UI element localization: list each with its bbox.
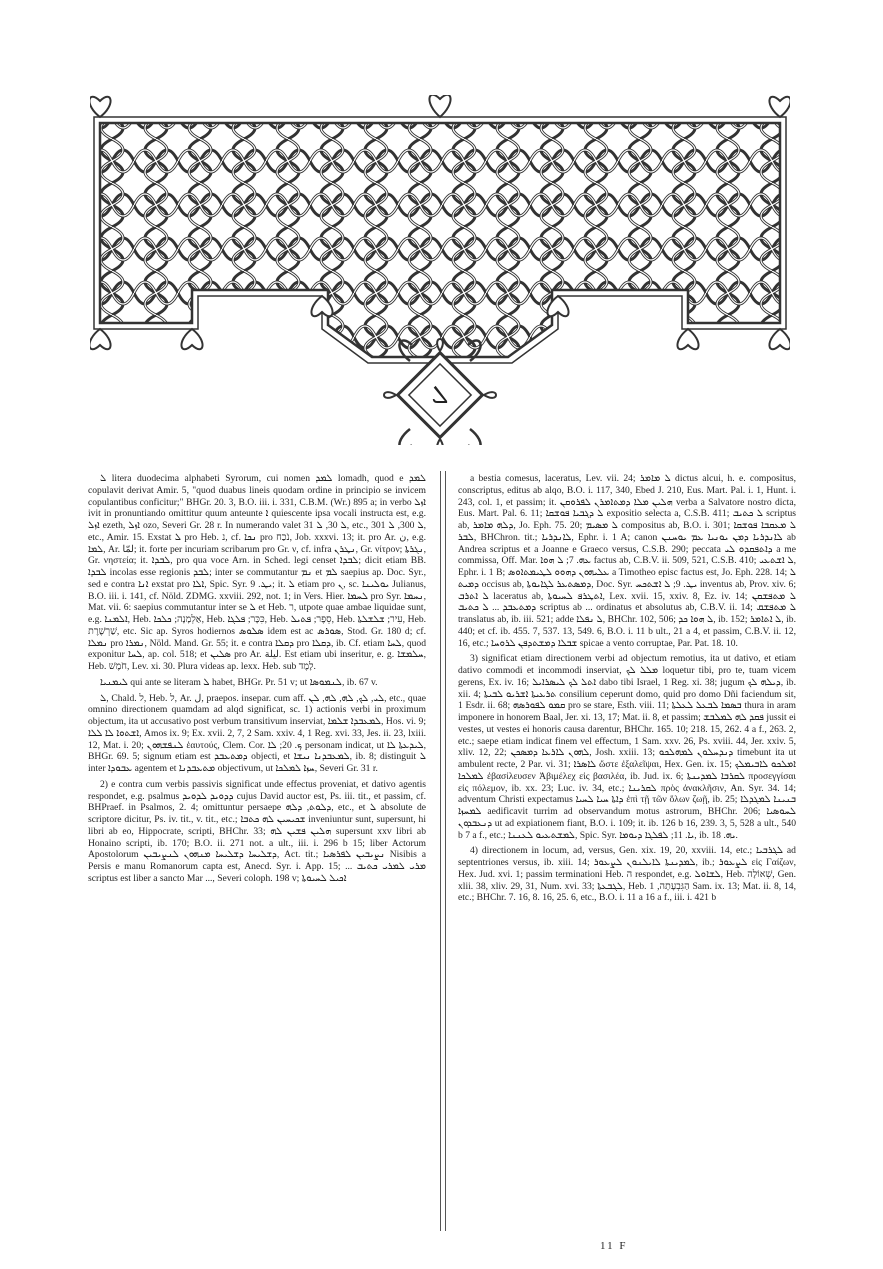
ornament-letter: ܠ bbox=[431, 380, 449, 410]
entry-paragraph: 3) significat etiam directionem verbi ad objectum remotius, ita ut dativo, et etiam dativo commodi et incommodi inserviat, ܡܠܠ ܠܟ loquetur tibi, pro te, tuam vicem gerens, Ex. iv. 16; ܐܬܠ ܠܟ ܠܝܣܪܐܝܠ dabo tibi Israel, 1 Reg. xi. 38; jugum ܕܝܠܗ ܠܟ, ib. xii. 4; ܬܪܥܝܬܐ ܐܫܪܝܘ ܠܒܝܬܐ consilium ceperunt domo, quid pro domo Dñi faciendum sit, 1 Esdr. ii. 68; ܩܡܘ ܠܦܘܪܣܗ pro se stare, Esth. viii. 11; ܒܣܡܐ ܠܒܥܠ ܠܥܠܬܐ thura in aram imponere in honorem Baal, Jer. xi. 13, 17; Mat. ii. 8, et passim; ܦܩܕ ܠܗ ܠܡܠܒܫ jussit ei vestes, ut vestes ei honoris causa darentur, BHChr. 165. 10; 218. 15, 262. 4 a f., 263. 2, etc.; saepe etiam indicat finem vel effectum, 1 Sam. xxv. 26, Ps. xviii. 44, Jer. xxiv. 5, xliv. 12, 22; ܠܗܘܢ ܠܐܪܥܐ ܕܡܣܟܢ, Josh. xxiii. 13; ܕܢܕܚܠܘܢ ܠܡܗܠܟܘ timebunt ita ut ambulent recte, 2 Par. vi. 31; ܠܐܣܪܐ ὥστε ἐξαλεῖψαι, Hex. Gen. ix. 15; ܐܡܠܟܘ ܠܐܒܝܡܠܟ ܠܡܠܟܐ ἐβασίλευσεν Ἀβιμέλεχ εἰς βασιλέα, ib. Jud. ix. 6; ܠܩܪܒܐ ܠܡܕܝܢܬܐ προσεγγίσαι εἰς πόλεμον, ib. xx. 23; Luc. iv. 34, etc.; ܠܩܪܝܢܐ πρὸς ἀνακλῆσιν, An. Syr. 34. 14; adventum Christi expectamus ܕܐܬܐ ܚܝܐ ܠܚܝܐ ἐπὶ τῇ τῶν ὅλων ζωῇ, ib. 25; ܒܢܝܢܐ ܠܡܓܕܠܐ ܠܡܚܙܐ aedificavit turrim ad observandum motus astrorum, BHChr. 206; ܠܚܘܣܝܐ ܕܢܥܒܕܘܢ ut ad expiationem fiant, B.O. i. 109; it. ib. 126 b 16, 239. 3, 5, 528 a ult., 540 b 7 a f., etc.; ܠܡܫܬܥܝܘ ܠܥܢܢܐ, Spic. Syr. ܝܐ. 11; ܠܦܠܓܐ ܕܝܘܡܐ, ib. ܝܗ. 18. bbox=[458, 653, 796, 841]
entry-paragraph: ܠ litera duodecima alphabeti Syrorum, cui nomen ܠܡܕ lomadh, quod e ܠܡܕ copulavit derivat Amir. 5, "quod duabus lineis quodam ordine in principio se invicem copulantibus conficitur;" BHGr. 20. 3, B.O. iii. i. 331, C.B.M. (Wr.) 895 a; in verbo ܐܙܠ ivit in pronuntiando omittitur quum anteunte ܐ quiescente ipsa vocali instructa est, e.g. ܐܙܠ ezeth, ܐܙܠ ozo, Severi Gr. 28 r. In numerando valet ܠ 30, ܠ 31, etc., ܠ 300, ܠ 301, etc., Amir. 15. Exstat ܠ pro Heb. נ, cf. ܢܟܐ pro נֹכַח, Job. xxxvi. 13; it. pro Ar. ن, e.g. ܠܡܐ, Ar. لمّا; it. forte per incuriam scribarum pro Gr. ν, cf. infra ܢܛܪܢ, Gr. νίτρον; ܢܓܪܬܐ, Gr. νηστεία; it. ܠܒܕܐ, pro qua voce Arn. in Sched. legi censet ܠܒܕܐ; dicit etiam BB. ܠܒܕܐ incolas esse regionis ܠܒܕ; inter se commutantur ܢܡ et ܠܡ saepius ap. Doc. Syr., sed e contra ܐܢܐ exstat pro ܐܠܐ, Spic. Syr. ܝܛ. 9; it. ܠ etiam pro ܢ, sc. ܝܘܠܝܢܐ Julianus, B.O. iii. i. 141, cf. Nöld. ZDMG. xxviii. 292, not. 1; in Vers. Hier. ܠܚܡܐ pro Syr. ܢܚܡܐ, Mat. vii. 6: saepius commutantur inter se ܠ et Heb. ר, utpote quae ambae liquidae sunt, e.g. ܐܠܡܢܐ, Heb. אַלְמָנָה; ܟܠܟܐ, Heb. כִּכָּר; ܦܠܓܐ, Heb. סֵפֶר; ܦܬܝܠ, Heb. עִיר; ܫܠܫܠܬܐ, Heb. שַׁרְשֶׁרֶת, etc. Sic ap. Syros hodiernos ܣܠܘܣ idem est ac ܣܘܪܣ, Stod. Gr. 180 d; cf. ܢܡܠܐ pro ܢܡܪܐ, Nöld. Mand. Gr. 55; it. e contra ܕܩܠܐ pro ܕܩܠܐ, ib. Cf. etiam ܠܚܐ, quod exponitur ܠܚܐ, ap. col. 518; et ܣܠܝܢ pro Ar. ليلة. Est etiam ubi inseritur, e. g. ܚܠܡܫܐ, Heb. חֹמֶשׁ, Lev. xi. 30. Plura videas ap. lexx. Heb. sub לָמֶד. bbox=[88, 473, 426, 672]
entry-paragraph: ܠ, Chald. ל, Heb. ל, Ar. ل, praepos. insepar. cum aff. ܠܝ, ܠܟ, ܠܗ, ܠܗ, ܠܢ, etc., quae omnino directionem quamdam ad alqd significat, sc. 1) actionis verbi in proximum objectum, ita ut accusativo post verbum transitivum inserviat, ܠܡܥܒܕܐ ܫܠܡܐ, Hos. vi. 9; ܐܫܬܘܐ ܠܐ ܠܠܐ, Amos ix. 9; Ex. xvii. 2, 7, 2 Sam. xxiv. 4, 1 Reg. xvi. 33, Jes. ii. 23, lxiii. 12, Mat. i. 20; ܠܢܦܫܗܘܢ ἑαυτούς, Clem. Cor. ܟ. 20; ܠܐ personam indicat, ut ܠܝܕܥܬܐ ܠܐ, BHGr. 69. 5; signum etiam est ܕܡܬܥܒܕ objecti, et ܠܡܥܒܕܢܐ ܢܝܫܐ, ib. 8; distinguit ܠ inter ܥܒܘܕܐ agentem et ܡܬܥܒܕܢܐ objectivum, ut ܚܙܐ ܠܡܠܟܐ, Severi Gr. 31 r. bbox=[88, 692, 426, 774]
dictionary-entries bbox=[88, 473, 796, 1233]
entry-paragraph: a bestia comesus, laceratus, Lev. vii. 24; ܠ ܡܐܡܪ dictus alcui, h. e. compositus, conscriptus, editus ab alqo, B.O. i. 117, 340, Ebed J. 210, Eus. Mart. Pal. i. 1, Hunt. i. 243, col. 1, et passim; it. ܗܠܝܢ ܡܠܐ ܕܡܬܐܡܪܢ ܠܦܪܘܩܢ verba a Salvatore nostro dicta, Eus. Mart. Pal. 6. 11; ܠ ܕܓܒܝܐ ܦܘܫܩܐ expositio selecta a, C.S.B. 411; ܠ ܟܬܝܒ scriptus ab, ܕܠܗ ܡܐܡܪ, Jo. Eph. 75. 20; ܠ ܡܣܝܡ compositus ab, B.O. i. 301; ܠ ܡܥܩܒܐ ܦܘܫܩܐ ܠܒܪ, BHChron. tit.; ܠܐܢܕܪܝܐ, Ephr. i. 1 A; canon ܠܐܢܕܪܝܐ ܕܡܢ ܝܘܢܝܐ ܥܡ ܝܘܚܢܢ ab Andrea scriptus et a Joanne e Graeco versus, C.S.B. 290; peccata ܕܐܬܦܩܕܘ ܠܝ a me commissa, Off. Mar. ܥܗ. 7; ܠ ܗܘܐ factus ab, C.B.V. ii. 509, 521, C.S.B. 410; ܠ ܐܫܬܥܝ, Ephr. i. 1 B; ܥܠܝܗܘܢ ܕܗܘܘ ܠܛܝܡܬܐܘܣ a Timotheo episc factus est, Jo. Eph. 228. 14; ܠ ܕܡܝܬ occisus ab, ܕܡܣܬܥܪ ܠܓܐܝܘܬܐ, Doc. Syr. ܝܛ. 9; ܠ ܐܫܬܟܚ inventus ab, Prov. xiv. 6; ܠ ܐܬܪܒ laceratus ab, ܐܬܛܪܦ ܠܚܝܘܬܐ, Lex. xvii. 15, xxiv. 8, Ez. iv. 14; ܠ ܡܬܦܫܩܢ ܕܡܬܥܒܕ ... ܠ ܟܬܝܒ scriptus ab ... ordinatus et absolutus ab, C.B.V. ii. 14; ܠ ܡܬܦܫܩ translatus ab, ib. iii. 521; adde ܠ ܢܦܠܐ, BHChr. 102, 506; ܠ ܗܘܐ ܟܕ, ib. 152; ܠ ܐܬܐܡܪ, ib. 440; et cf. ib. 455. 7, 537. 13, 549. 6, B.O. i. 11 b ult., 21 a 4, et passim, C.B.V. ii. 12, 16, etc.; ܫܒܠܐ ܕܡܫܬܕܦܢ ܠܪܘܚܐ spicae a vento corruptae, Par. Pat. 18. 10. bbox=[458, 473, 796, 649]
entry-paragraph: 2) e contra cum verbis passivis significat unde effectus proveniat, et dativo agentis respondet, e.g. psalmus ܕܕܘܝܕ ܠܕܘܝܕ cujus David auctor est, Ps. iii. tit., et passim, cf. BHPraef. in Psalmos, 2. 4; omittuntur persaepe ܕܠܘܬ, ܕܠܗ, etc., et ܠ absolute de scriptore dicitur, Ps. iv. tit., v. tit., etc.; ܫܟܝܚܝܢ ܠܗ ܟܬܒܐ inveniuntur sunt, supersunt, hi libri ab eo, Hippocrate, scripti, BHChr. 33; ܗܠܝܢ ܦܫܝܢ ܠܗ supersunt xxv libri ab Honaino scripti, ib. 170; B.O. ii. 271 not. a ult., iii. i. 296 b 15; liber Actorum Apostolorum ܕܫܠܝܚܐ ܕܫܠܝܚܐ ܡܢܗܘܢ ܠܢܨܝܒܝܢ, Act. tit.; ܢܨܝܒܝܢ ܠܦܪܣܝܐ Nisibis a Persis e manu Romanorum capta est, Anecd. Syr. i. App. 15; ... ܡܪܝ ܠܡܪܝ ܟܬܝܒ scriptus est liber a sancto Mar ..., Severi coloph. 198 v; ܐܟܝܠ ܠܚܝܘܬܐ bbox=[88, 778, 426, 884]
signature-mark: 11 F bbox=[600, 1240, 628, 1252]
column-divider bbox=[440, 471, 446, 1231]
entry-paragraph: 4) directionem in locum, ad, versus, Gen. xix. 19, 20, xxviii. 14, etc.; ܠܓܪܒܝܐ ad septentriones versus, ib. xiii. 14; ܠܡܕܝܢܬܐ ܠܐܝܠܢܘܢ ܠܨܥܘܪ, ib.; ܠܨܥܘܪ εἰς Γαίζων, Hex. Jud. xvi. 1; passim terminationi Heb. ה respondet, e.g. ܠܫܐܘܠ, Heb. שְׁאוֹלָה, Gen. xlii. 38, xliv. 29, 31, Num. xvi. 33; ܠܓܒܥܬܐ, Heb. הַגִּבְעָתָה, 1 Sam. ix. 13; Mat. ii. 8, 14, etc.; BHChr. 7. 16, 8. 16, 25. 6, etc., B.O. i. 11 a 16 a f., iii. i. 421 b bbox=[458, 845, 796, 904]
entry-paragraph: ܠܝܡܢܝܐ qui ante se literam ܠ habet, BHGr. Pr. 51 v; ut ܠܢܡܘܣܐ, ib. 67 v. bbox=[100, 676, 378, 688]
right-column bbox=[458, 473, 796, 1233]
knotwork-ornament bbox=[90, 95, 790, 445]
left-column bbox=[88, 473, 426, 1233]
